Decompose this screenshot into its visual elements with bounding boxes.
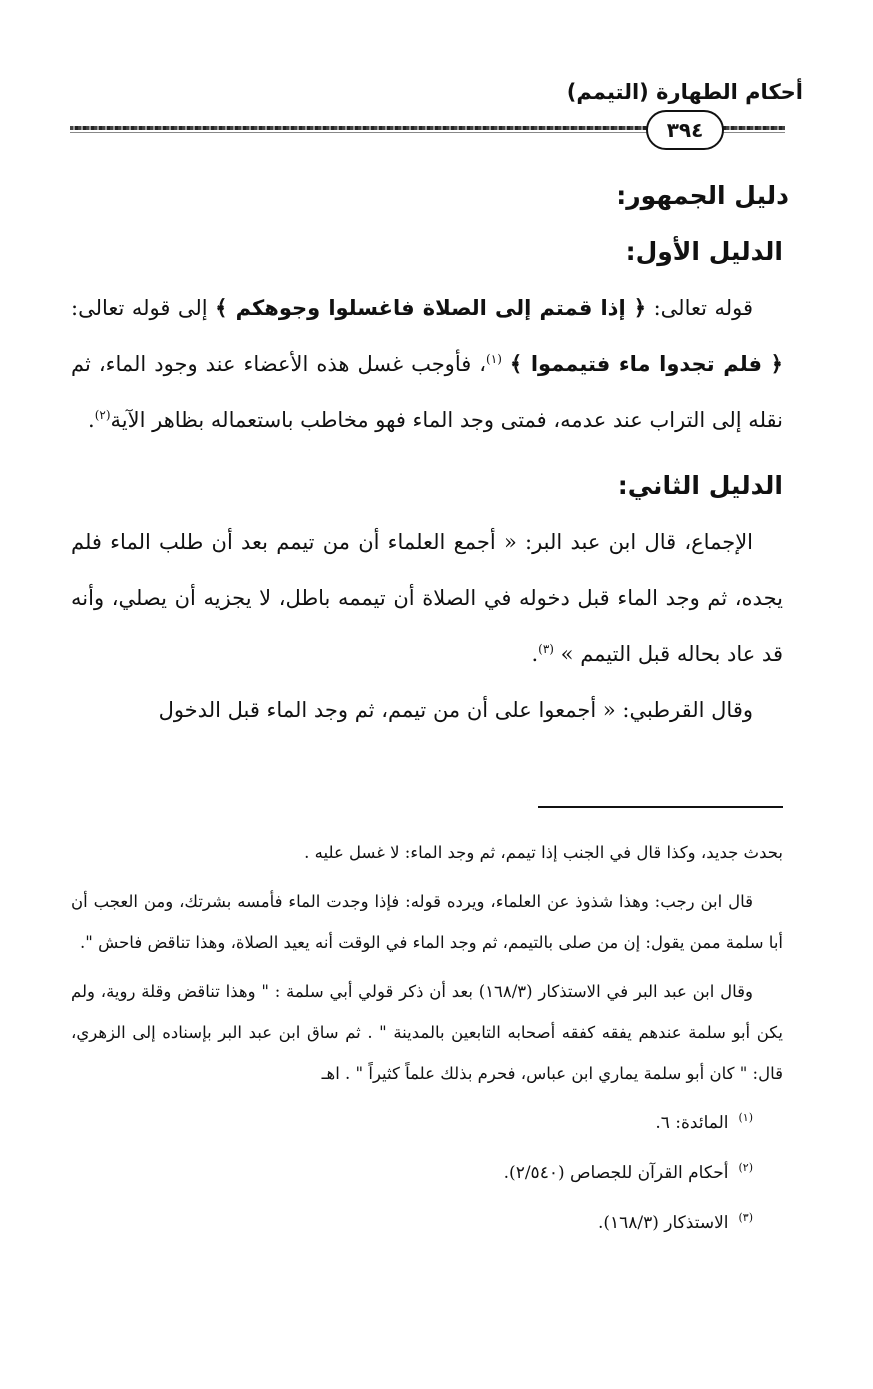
quran-verse: إذا قمتم إلى الصلاة فاغسلوا وجوهكم: [227, 296, 634, 320]
text-segment: الإجماع، قال ابن عبد البر: « أجمع العلماء أن من تيمم بعد أن طلب الماء فلم يجده، ثم وجد الماء قبل دخوله في الصلاة أن تيممه باطل، لا يجزيه أن يصلي، وأنه قد عاد بحاله قبل التيمم »: [71, 530, 783, 666]
footnote-number: (٣): [738, 1211, 753, 1225]
footnote-number: (١): [738, 1111, 753, 1125]
footnote-text: المائدة: ٦.: [655, 1113, 729, 1133]
spacer: [71, 873, 783, 881]
spacer: [71, 448, 783, 458]
text-segment: ، فأوجب غسل هذه الأعضاء عند وجود الماء، ثم نقله إلى التراب عند عدمه، فمتى وجد الماء فهو مخاطب باستعماله بظاهر الآية: [71, 352, 783, 432]
footnote-paragraph: وقال ابن عبد البر في الاستذكار (١٦٨/٣) بعد أن ذكر قولي أبي سلمة : " وهذا تناقض وقلة روية، ولم يكن أبو سلمة عندهم يفقه كفقه أصحابه التابعين بالمدينة " . ثم ساق ابن عبد البر بإسناده إلى الزهري، قال: " كان أبو سلمة يماري ابن عباس، فحرم بذلك علماً كثيراً " . اهـ: [71, 982, 783, 1083]
main-text: [71, 168, 789, 738]
qurtubi-paragraph: وقال القرطبي: « أجمعوا على أن من تيمم، ثم وجد الماء قبل الدخول: [158, 698, 753, 722]
ornate-bracket-close: ﴾: [215, 295, 228, 320]
ornate-bracket-open: ﴿: [770, 351, 783, 376]
ornate-bracket-open: ﴿: [633, 295, 647, 320]
text-segment: إلى قوله تعالى:: [71, 296, 216, 320]
footnote-item: [71, 1098, 783, 1148]
footnote-ref[interactable]: (٢): [94, 408, 111, 422]
second-proof-heading: الدليل الثاني:: [617, 471, 783, 500]
footnote-references: [71, 1098, 783, 1248]
spacer: [71, 963, 783, 971]
ornate-bracket-close: ﴾: [509, 351, 523, 376]
first-proof-paragraph: [71, 280, 783, 448]
running-header-title: أحكام الطهارة (التيمم): [566, 80, 803, 104]
second-proof-paragraph: [71, 514, 783, 682]
footnote-separator: [538, 806, 783, 808]
footnote-item: [71, 1198, 783, 1248]
text-segment: .: [88, 408, 95, 432]
section-heading: دليل الجمهور:: [616, 181, 789, 210]
footnote-paragraph: قال ابن رجب: وهذا شذوذ عن العلماء، ويرده قوله: فإذا وجدت الماء فأمسه بشرتك، ومن العجب أن أبا سلمة ممن يقول: إن من صلى بالتيمم، ثم وجد الماء في الوقت أنه يعيد الصلاة، وهذا تناقض فاحش ".: [71, 892, 783, 952]
footnote-ref[interactable]: (٣): [538, 642, 554, 656]
first-proof-heading: الدليل الأول:: [625, 237, 783, 266]
footnote-text: أحكام القرآن للجصاص (٢/٥٤٠).: [503, 1163, 729, 1183]
footnote-ref[interactable]: (١): [486, 352, 502, 366]
footnotes: [71, 832, 783, 1248]
quran-verse: فلم تجدوا ماء فتيمموا: [522, 352, 771, 376]
footnote-text: الاستذكار (١٦٨/٣).: [597, 1213, 729, 1233]
page-number: ٣٩٤: [646, 110, 724, 150]
footnote-item: [71, 1148, 783, 1198]
footnote-number: (٢): [738, 1161, 753, 1175]
text-segment: .: [531, 642, 539, 666]
footnote-continuation: بحدث جديد، وكذا قال في الجنب إذا تيمم، ثم وجد الماء: لا غسل عليه .: [304, 843, 783, 862]
text-segment: قوله تعالى:: [646, 296, 753, 320]
